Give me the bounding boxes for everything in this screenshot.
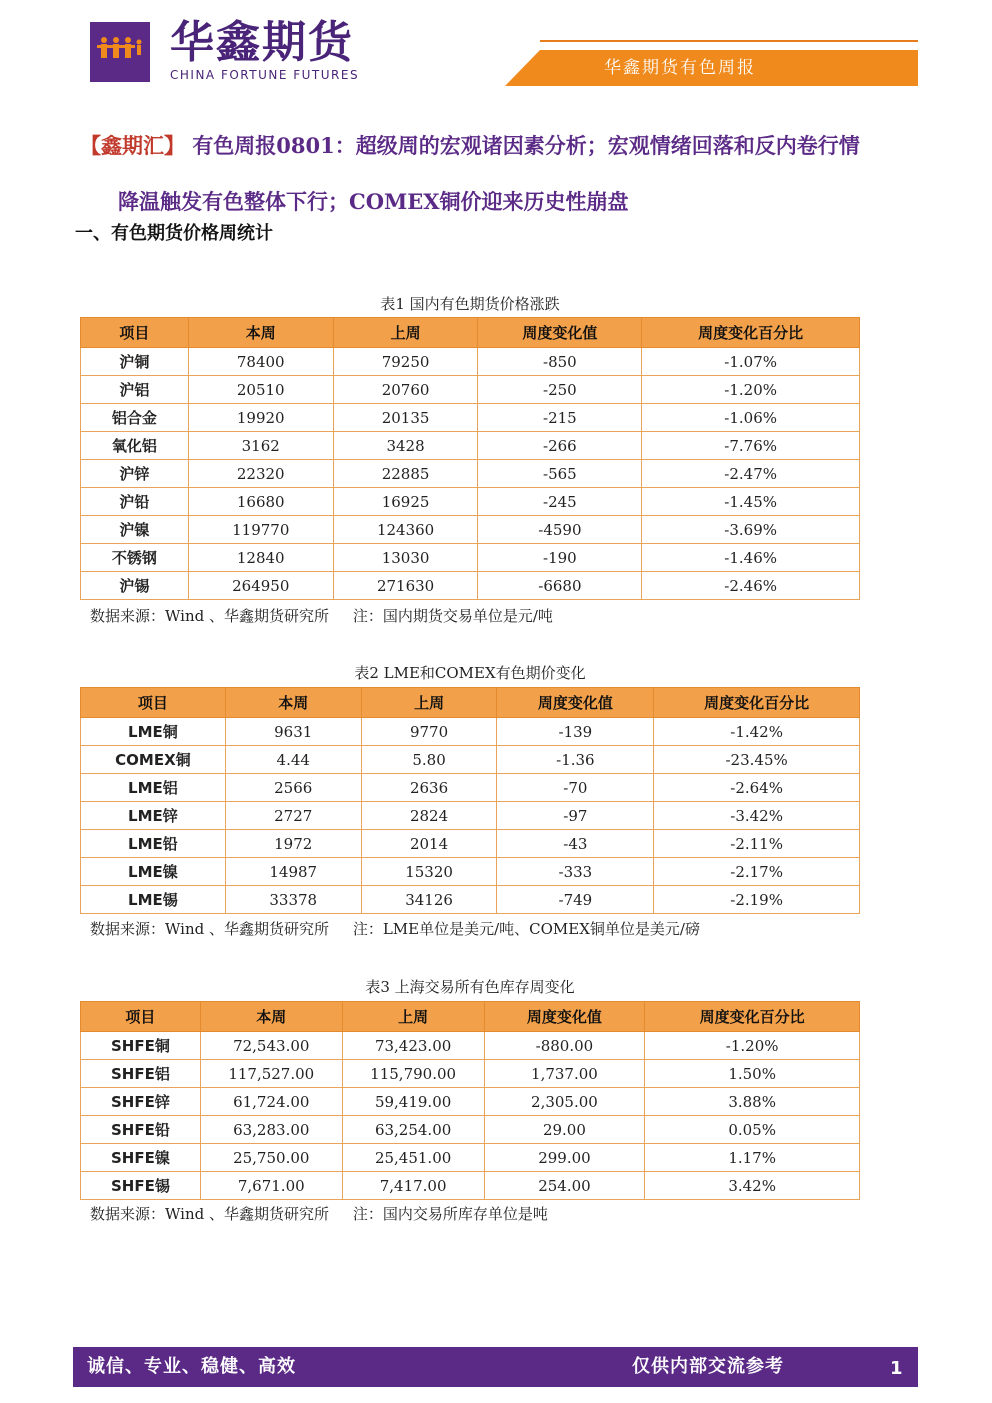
- brand-name-en: CHINA FORTUNE FUTURES: [170, 68, 360, 82]
- row-label: 沪铅: [81, 488, 189, 516]
- table-cell: 1972: [225, 830, 361, 858]
- table-cell: -139: [497, 718, 654, 746]
- table-cell: -880.00: [484, 1032, 645, 1060]
- table-cell: 2824: [361, 802, 497, 830]
- row-label: LME铜: [81, 718, 226, 746]
- table-cell: 16680: [188, 488, 333, 516]
- table-cell: 20135: [333, 404, 478, 432]
- column-header: 周度变化百分比: [654, 688, 860, 718]
- table-cell: 119770: [188, 516, 333, 544]
- table-cell: 7,671.00: [200, 1172, 342, 1200]
- table-cell: 3.88%: [645, 1088, 860, 1116]
- table2-lme-comex-prices: [80, 687, 860, 914]
- table-cell: -1.45%: [642, 488, 860, 516]
- table-cell: 264950: [188, 572, 333, 600]
- column-header: 周度变化百分比: [642, 318, 860, 348]
- table-cell: 73,423.00: [342, 1032, 484, 1060]
- table-header-row: [81, 318, 860, 348]
- table-cell: 299.00: [484, 1144, 645, 1172]
- table-header-row: [81, 1002, 860, 1032]
- table-cell: 25,750.00: [200, 1144, 342, 1172]
- table-row: [81, 404, 860, 432]
- table-cell: 2566: [225, 774, 361, 802]
- row-label: 不锈钢: [81, 544, 189, 572]
- table-cell: 29.00: [484, 1116, 645, 1144]
- title-line-1: 有色周报0801：超级周的宏观诸因素分析；宏观情绪回落和反内卷行情: [192, 133, 860, 158]
- column-header: 本周: [225, 688, 361, 718]
- table-cell: -2.17%: [654, 858, 860, 886]
- row-label: 沪铜: [81, 348, 189, 376]
- column-header: 项目: [81, 1002, 201, 1032]
- column-header: 上周: [342, 1002, 484, 1032]
- table-cell: 59,419.00: [342, 1088, 484, 1116]
- table-row: [81, 1144, 860, 1172]
- report-label: 华鑫期货有色周报: [604, 58, 756, 78]
- table-header-row: [81, 688, 860, 718]
- table-cell: 3.42%: [645, 1172, 860, 1200]
- column-header: 项目: [81, 688, 226, 718]
- table-cell: 19920: [188, 404, 333, 432]
- table-cell: 2014: [361, 830, 497, 858]
- column-header: 本周: [188, 318, 333, 348]
- table-row: [81, 1060, 860, 1088]
- table-cell: 15320: [361, 858, 497, 886]
- column-header: 上周: [333, 318, 478, 348]
- table-row: [81, 830, 860, 858]
- table-cell: -1.36: [497, 746, 654, 774]
- logo-figures-icon: [96, 36, 144, 66]
- table1-source: 数据来源：Wind 、华鑫期货研究所 注：国内期货交易单位是元/吨: [90, 607, 553, 625]
- table-cell: -565: [478, 460, 642, 488]
- row-label: LME铅: [81, 830, 226, 858]
- table-cell: 63,254.00: [342, 1116, 484, 1144]
- table-row: [81, 858, 860, 886]
- table-row: [81, 1088, 860, 1116]
- row-label: 铝合金: [81, 404, 189, 432]
- row-label: LME锌: [81, 802, 226, 830]
- table-cell: 2636: [361, 774, 497, 802]
- page-number: 1: [890, 1358, 903, 1379]
- table-cell: -3.69%: [642, 516, 860, 544]
- table-cell: -245: [478, 488, 642, 516]
- table-cell: 79250: [333, 348, 478, 376]
- table-cell: -250: [478, 376, 642, 404]
- table-cell: -1.07%: [642, 348, 860, 376]
- column-header: 周度变化百分比: [645, 1002, 860, 1032]
- table-cell: 3162: [188, 432, 333, 460]
- column-header: 本周: [200, 1002, 342, 1032]
- table-row: [81, 460, 860, 488]
- table-row: [81, 376, 860, 404]
- table-cell: 72,543.00: [200, 1032, 342, 1060]
- table-cell: 25,451.00: [342, 1144, 484, 1172]
- table-cell: 22320: [188, 460, 333, 488]
- table-row: [81, 886, 860, 914]
- table-cell: -3.42%: [654, 802, 860, 830]
- row-label: 沪镍: [81, 516, 189, 544]
- table-cell: -749: [497, 886, 654, 914]
- column-header: 项目: [81, 318, 189, 348]
- table-cell: -70: [497, 774, 654, 802]
- table-cell: 254.00: [484, 1172, 645, 1200]
- table-cell: -43: [497, 830, 654, 858]
- table-cell: -1.46%: [642, 544, 860, 572]
- section-heading: 一、有色期货价格周统计: [75, 223, 273, 244]
- table-cell: 61,724.00: [200, 1088, 342, 1116]
- table1-caption: 表1 国内有色期货价格涨跌: [380, 295, 560, 313]
- column-header: 周度变化值: [497, 688, 654, 718]
- column-header: 周度变化值: [478, 318, 642, 348]
- table-row: [81, 802, 860, 830]
- table-cell: 78400: [188, 348, 333, 376]
- column-header: 周度变化值: [484, 1002, 645, 1032]
- table-cell: 7,417.00: [342, 1172, 484, 1200]
- table-cell: 33378: [225, 886, 361, 914]
- table2-caption: 表2 LME和COMEX有色期价变化: [354, 664, 586, 682]
- table-cell: -2.19%: [654, 886, 860, 914]
- table-cell: 34126: [361, 886, 497, 914]
- table-cell: -215: [478, 404, 642, 432]
- table-cell: 12840: [188, 544, 333, 572]
- table-cell: 271630: [333, 572, 478, 600]
- table-row: [81, 432, 860, 460]
- table-row: [81, 572, 860, 600]
- table-cell: 13030: [333, 544, 478, 572]
- table-cell: -333: [497, 858, 654, 886]
- table-row: [81, 746, 860, 774]
- table-cell: -6680: [478, 572, 642, 600]
- row-label: LME镍: [81, 858, 226, 886]
- footer-slogan: 诚信、专业、稳健、高效: [87, 1356, 296, 1377]
- table-cell: -97: [497, 802, 654, 830]
- table-row: [81, 1032, 860, 1060]
- brand-logo: [90, 22, 150, 82]
- table2-source: 数据来源：Wind 、华鑫期货研究所 注：LME单位是美元/吨、COMEX铜单位是美元/磅: [90, 920, 700, 938]
- table-cell: 117,527.00: [200, 1060, 342, 1088]
- row-label: LME锡: [81, 886, 226, 914]
- report-title: [80, 118, 920, 230]
- table-cell: 5.80: [361, 746, 497, 774]
- row-label: 沪铝: [81, 376, 189, 404]
- row-label: SHFE铝: [81, 1060, 201, 1088]
- header-divider: [540, 40, 918, 42]
- row-label: SHFE铜: [81, 1032, 201, 1060]
- brand-name-cn: 华鑫期货: [170, 17, 354, 68]
- table3-shfe-inventory: [80, 1001, 860, 1200]
- table-cell: 115,790.00: [342, 1060, 484, 1088]
- row-label: LME铝: [81, 774, 226, 802]
- row-label: SHFE锌: [81, 1088, 201, 1116]
- table3-caption: 表3 上海交易所有色库存周变化: [365, 978, 575, 996]
- table-cell: -266: [478, 432, 642, 460]
- table-cell: -2.11%: [654, 830, 860, 858]
- table-cell: -1.06%: [642, 404, 860, 432]
- row-label: 氧化铝: [81, 432, 189, 460]
- table-cell: -2.47%: [642, 460, 860, 488]
- table-cell: 9631: [225, 718, 361, 746]
- table-cell: 2727: [225, 802, 361, 830]
- table-cell: 1.17%: [645, 1144, 860, 1172]
- table-row: [81, 774, 860, 802]
- title-tag: 【鑫期汇】: [80, 133, 185, 158]
- table-cell: -23.45%: [654, 746, 860, 774]
- table-cell: 124360: [333, 516, 478, 544]
- table-cell: -4590: [478, 516, 642, 544]
- row-label: 沪锌: [81, 460, 189, 488]
- table-cell: 4.44: [225, 746, 361, 774]
- row-label: 沪锡: [81, 572, 189, 600]
- table-cell: -1.42%: [654, 718, 860, 746]
- table-row: [81, 544, 860, 572]
- table-cell: 3428: [333, 432, 478, 460]
- table-cell: 22885: [333, 460, 478, 488]
- row-label: SHFE铅: [81, 1116, 201, 1144]
- table-cell: 1,737.00: [484, 1060, 645, 1088]
- table-cell: 1.50%: [645, 1060, 860, 1088]
- table-cell: 16925: [333, 488, 478, 516]
- footer-note: 仅供内部交流参考: [632, 1356, 784, 1377]
- row-label: SHFE镍: [81, 1144, 201, 1172]
- row-label: SHFE锡: [81, 1172, 201, 1200]
- table-row: [81, 348, 860, 376]
- title-line-2: 降温触发有色整体下行；COMEX铜价迎来历史性崩盘: [118, 189, 629, 214]
- table-cell: 2,305.00: [484, 1088, 645, 1116]
- table-cell: 14987: [225, 858, 361, 886]
- table-row: [81, 1172, 860, 1200]
- table-cell: -1.20%: [642, 376, 860, 404]
- table3-source: 数据来源：Wind 、华鑫期货研究所 注：国内交易所库存单位是吨: [90, 1205, 548, 1223]
- table-row: [81, 516, 860, 544]
- table-row: [81, 1116, 860, 1144]
- column-header: 上周: [361, 688, 497, 718]
- table-cell: -190: [478, 544, 642, 572]
- table1-domestic-prices: [80, 317, 860, 600]
- table-cell: 63,283.00: [200, 1116, 342, 1144]
- table-cell: -7.76%: [642, 432, 860, 460]
- table-cell: 9770: [361, 718, 497, 746]
- table-cell: -1.20%: [645, 1032, 860, 1060]
- row-label: COMEX铜: [81, 746, 226, 774]
- table-row: [81, 718, 860, 746]
- table-cell: -2.64%: [654, 774, 860, 802]
- table-cell: 20510: [188, 376, 333, 404]
- table-cell: -850: [478, 348, 642, 376]
- table-cell: -2.46%: [642, 572, 860, 600]
- table-cell: 20760: [333, 376, 478, 404]
- table-row: [81, 488, 860, 516]
- table-cell: 0.05%: [645, 1116, 860, 1144]
